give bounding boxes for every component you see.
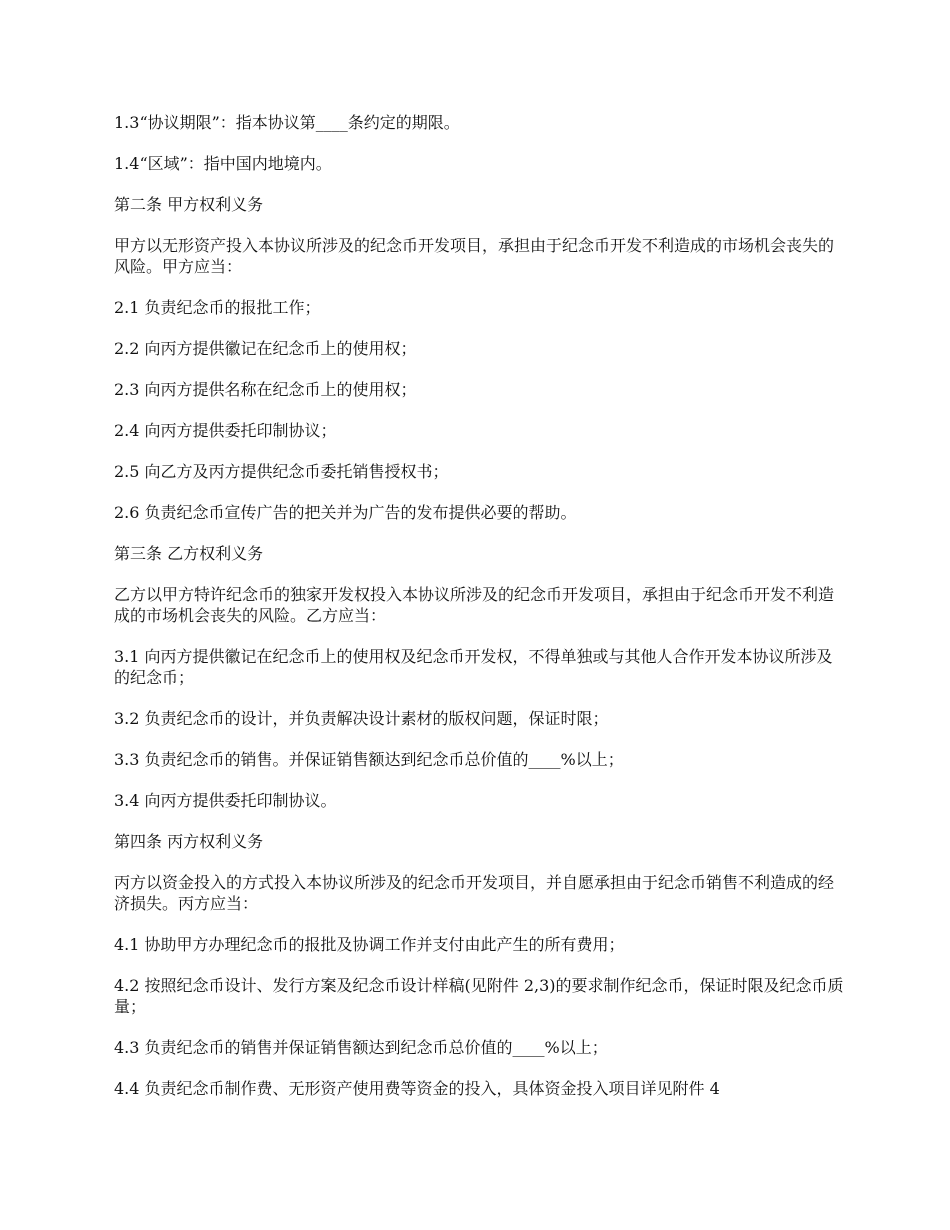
- article-4-intro: 丙方以资金投入的方式投入本协议所涉及的纪念币开发项目，并自愿承担由于纪念币销售不利造成的经济损失。丙方应当：: [114, 873, 835, 913]
- clause-4-2: 4.2 按照纪念币设计、发行方案及纪念币设计样稿(见附件 2,3)的要求制作纪念币，保证时限及纪念币质量；: [114, 976, 844, 1016]
- clause-2-3: 2.3 向丙方提供名称在纪念币上的使用权；: [114, 380, 417, 399]
- clause-2-6: 2.6 负责纪念币宣传广告的把关并为广告的发布提供必要的帮助。: [114, 503, 577, 522]
- document-body: [114, 112, 846, 1119]
- clause-1-4: 1.4“区域”：指中国内地境内。: [114, 154, 332, 173]
- clause-3-1: 3.1 向丙方提供徽记在纪念币上的使用权及纪念币开发权，不得单独或与其他人合作开发本协议所涉及的纪念币；: [114, 647, 833, 687]
- clause-1-3: 1.3“协议期限”：指本协议第____条约定的期限。: [114, 113, 460, 132]
- clause-2-2: 2.2 向丙方提供徽记在纪念币上的使用权；: [114, 339, 417, 358]
- clause-4-1: 4.1 协助甲方办理纪念币的报批及协调工作并支付由此产生的所有费用；: [114, 935, 625, 954]
- clause-3-2: 3.2 负责纪念币的设计，并负责解决设计素材的版权问题，保证时限；: [114, 709, 609, 728]
- clause-3-3: 3.3 负责纪念币的销售。并保证销售额达到纪念币总价值的____%以上；: [114, 750, 624, 769]
- article-2-heading: 第二条 甲方权利义务: [114, 195, 264, 214]
- clause-2-4: 2.4 向丙方提供委托印制协议；: [114, 421, 337, 440]
- article-2-intro: 甲方以无形资产投入本协议所涉及的纪念币开发项目，承担由于纪念币开发不利造成的市场机会丧失的风险。甲方应当：: [114, 236, 835, 276]
- article-4-heading: 第四条 丙方权利义务: [114, 832, 264, 851]
- article-3-intro: 乙方以甲方特许纪念币的独家开发权投入本协议所涉及的纪念币开发项目，承担由于纪念币开发不利造成的市场机会丧失的风险。乙方应当：: [114, 585, 835, 625]
- clause-4-4: 4.4 负责纪念币制作费、无形资产使用费等资金的投入，具体资金投入项目详见附件 4: [114, 1079, 720, 1098]
- article-3-heading: 第三条 乙方权利义务: [114, 544, 264, 563]
- clause-4-3: 4.3 负责纪念币的销售并保证销售额达到纪念币总价值的____%以上；: [114, 1038, 608, 1057]
- clause-3-4: 3.4 向丙方提供委托印制协议。: [114, 791, 337, 810]
- clause-2-5: 2.5 向乙方及丙方提供纪念币委托销售授权书；: [114, 462, 449, 481]
- clause-2-1: 2.1 负责纪念币的报批工作；: [114, 298, 321, 317]
